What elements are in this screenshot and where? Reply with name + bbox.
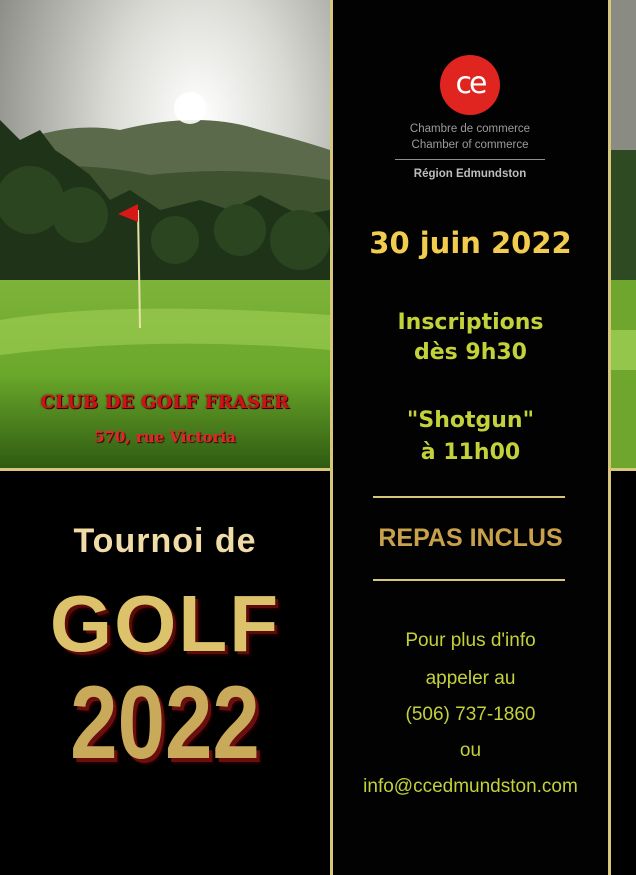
chamber-divider (395, 159, 545, 160)
registration-line-1: Inscriptions (397, 310, 544, 335)
golf-course-photo (0, 0, 330, 468)
contact-email: info@ccedmundston.com (363, 776, 578, 797)
gold-divider-photo-bottom (0, 468, 330, 471)
contact-line-2: appeler au (425, 668, 516, 689)
chamber-region: Région Edmundston (413, 168, 527, 180)
title-golf: GOLF (49, 579, 281, 668)
title-tournoi: Tournoi de (73, 522, 257, 560)
chamber-logo-icon: ce (440, 55, 500, 115)
golf-course-photo-strip (611, 0, 636, 468)
chamber-name-fr: Chambre de commerce (409, 123, 531, 135)
meal-included: REPAS INCLUS (378, 524, 563, 552)
shotgun-line-2: à 11h00 (420, 440, 521, 465)
chamber-name-en: Chamber of commerce (411, 139, 529, 151)
registration-line-2: dès 9h30 (413, 340, 527, 365)
title-year: 2022 (70, 665, 260, 781)
contact-line-1: Pour plus d'info (405, 630, 536, 651)
gold-divider-strip-bottom (611, 468, 636, 471)
golf-course-strip-scene (611, 0, 636, 468)
club-address: 570, rue Victoria (94, 428, 236, 446)
gold-divider-right (608, 0, 611, 875)
contact-phone: (506) 737-1860 (405, 704, 536, 725)
club-name: CLUB DE GOLF FRASER (40, 392, 290, 413)
meal-divider-top (373, 496, 565, 498)
shotgun-line-1: "Shotgun" (406, 408, 535, 433)
event-date: 30 juin 2022 (369, 226, 572, 260)
contact-or: ou (459, 740, 482, 761)
meal-divider-bottom (373, 579, 565, 581)
